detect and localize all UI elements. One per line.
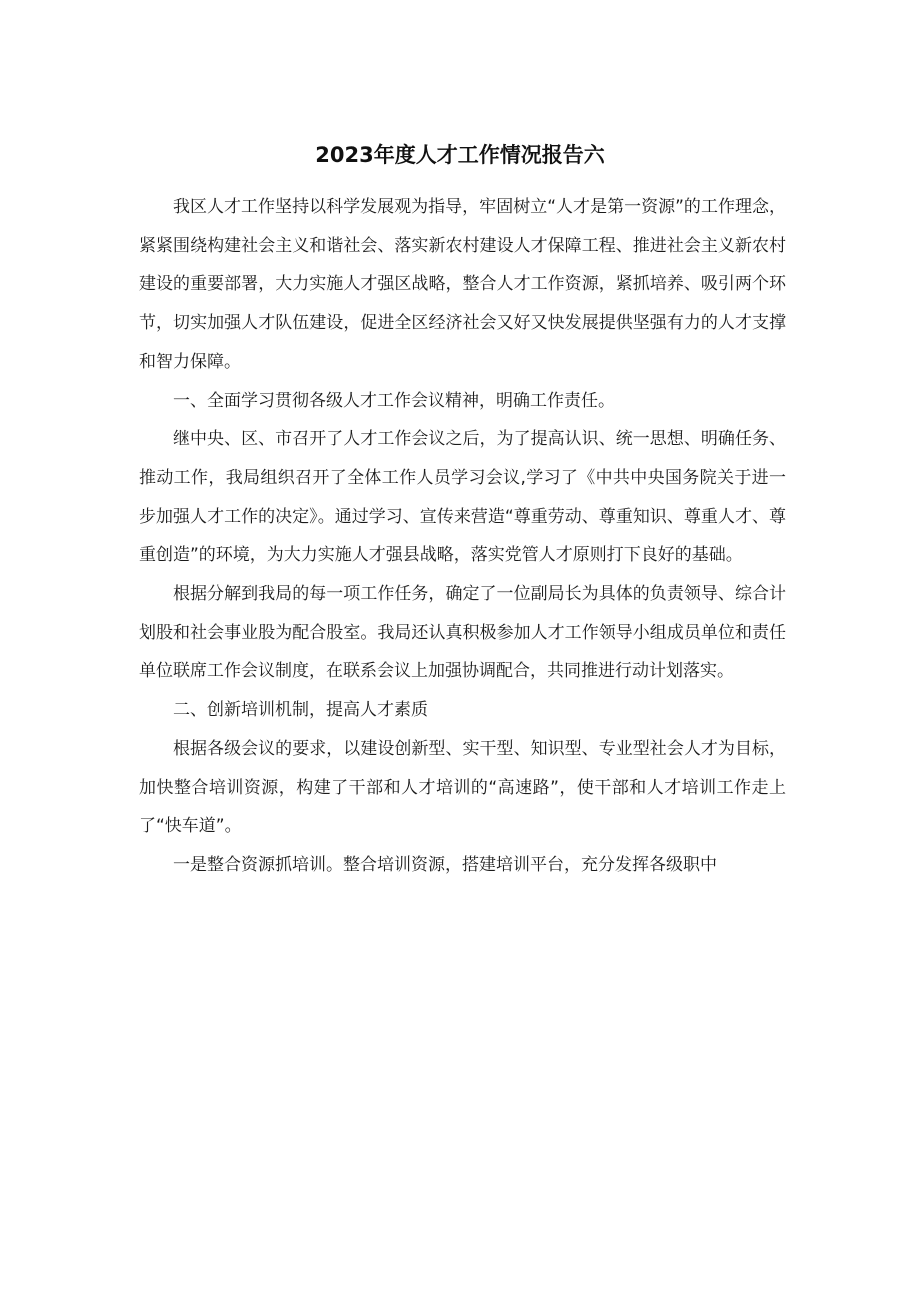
section-heading-2: 二、创新培训机制，提高人才素质 [173, 700, 428, 721]
paragraph-2: 根据分解到我局的每一项工作任务，确定了一位副局长为具体的负责领导、综合计划股和社会事业股为配合股室。我局还认真积极参加人才工作领导小组成员单位和责任单位联席工作会议制度，在联系会议上加强协调配合，共同推进行动计划落实。 [139, 584, 786, 682]
document-title: 2023年度人才工作情况报告六 [315, 143, 605, 167]
section-heading-1: 一、全面学习贯彻各级人才工作会议精神，明确工作责任。 [173, 390, 615, 411]
paragraph-3: 根据各级会议的要求，以建设创新型、实干型、知识型、专业型社会人才为目标，加快整合培训资源，构建了干部和人才培训的“高速路”，使干部和人才培训工作走上了“快车道”。 [139, 738, 786, 837]
document-body [139, 188, 786, 885]
paragraph-1: 继中央、区、市召开了人才工作会议之后，为了提高认识、统一思想、明确任务、推动工作，我局组织召开了全体工作人员学习会议,学习了《中共中央国务院关于进一步加强人才工作的决定》。通过学习、宣传来营造“尊重劳动、尊重知识、尊重人才、尊重创造”的环境，为大力实施人才强县战略，落实党管人才原则打下良好的基础。 [139, 429, 786, 566]
paragraph-intro: 我区人才工作坚持以科学发展观为指导，牢固树立“人才是第一资源”的工作理念，紧紧围绕构建社会主义和谐社会、落实新农村建设人才保障工程、推进社会主义新农村建设的重要部署，大力实施人才强区战略，整合人才工作资源，紧抓培养、吸引两个环节，切实加强人才队伍建设，促进全区经济社会又好又快发展提供坚强有力的人才支撑和智力保障。 [139, 197, 786, 372]
paragraph-4: 一是整合资源抓培训。整合培训资源，搭建培训平台，充分发挥各级职中 [173, 854, 717, 875]
